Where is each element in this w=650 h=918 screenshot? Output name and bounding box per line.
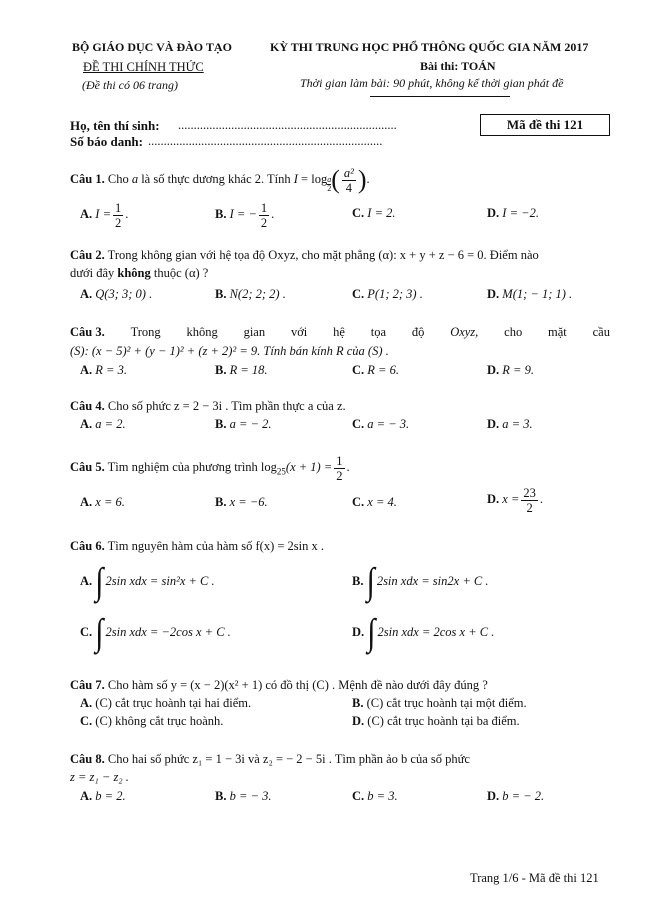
q5-option-d[interactable]: D. x = $\frac{23}{2}$ . xyxy=(487,485,544,515)
q8-option-c[interactable]: C. b = 3. xyxy=(352,789,398,803)
q3-option-b[interactable]: B. R = 18. xyxy=(215,363,268,377)
candidate-name-label: Họ, tên thí sinh: xyxy=(70,118,160,133)
question-2-stem-line1: Câu 2. Trong không gian với hệ tọa độ Oxyz, cho mặt phẳng (α): x + y + z − 6 = 0. Điểm nào xyxy=(70,248,539,262)
question-8-stem-line1: Câu 8. Cho hai số phức z₁ = 1 − 3i và z₂ = − 2 − 5i . Tìm phần ảo b của số phức xyxy=(70,752,470,766)
candidate-id-dots: ........................................................................... xyxy=(148,134,383,148)
question-8-stem-line2: z = z₁ − z₂ . xyxy=(70,770,129,784)
q8-option-a[interactable]: A. b = 2. xyxy=(80,789,126,803)
q2-option-d[interactable]: D. M(1; − 1; 1) . xyxy=(487,287,573,301)
official-label: ĐỀ THI CHÍNH THỨC xyxy=(83,60,204,74)
q5-option-b[interactable]: B. x = −6. xyxy=(215,495,268,509)
log-base: $\frac{a}{2}$ xyxy=(327,175,332,193)
q4-option-a[interactable]: A. a = 2. xyxy=(80,417,126,431)
q3-option-a[interactable]: A. R = 3. xyxy=(80,363,127,377)
q8-option-d[interactable]: D. b = − 2. xyxy=(487,789,545,803)
q5-option-c[interactable]: C. x = 4. xyxy=(352,495,397,509)
integral-icon: ∫ xyxy=(95,611,104,654)
question-4-stem: Câu 4. Cho số phức z = 2 − 3i . Tìm phần thực a của z. xyxy=(70,399,346,413)
question-1-stem: Câu 1. Cho a là số thực dương khác 2. Tính I = log $\frac{a}{2}$ ( $\frac{\text{a²}}{4}$ ). xyxy=(70,165,370,195)
q2-option-b[interactable]: B. N(2; 2; 2) . xyxy=(215,287,286,301)
q1-option-c[interactable]: C. I = 2. xyxy=(352,206,396,220)
q8-option-b[interactable]: B. b = − 3. xyxy=(215,789,272,803)
q4-option-b[interactable]: B. a = − 2. xyxy=(215,417,272,431)
q5-option-a[interactable]: A. x = 6. xyxy=(80,495,125,509)
question-3-stem-line1: Câu 3. Trong không gian với hệ tọa độ Oxyz, cho mặt cầu xyxy=(70,325,610,339)
q4-option-d[interactable]: D. a = 3. xyxy=(487,417,533,431)
question-label: Câu 1. xyxy=(70,172,105,186)
q7-option-d[interactable]: D. (C) cắt trục hoành tại ba điểm. xyxy=(352,714,520,728)
q7-option-b[interactable]: B. (C) cắt trục hoành tại một điểm. xyxy=(352,696,527,710)
exam-title: KỲ THI TRUNG HỌC PHỔ THÔNG QUỐC GIA NĂM 2017 xyxy=(270,40,589,54)
ministry-name: BỘ GIÁO DỤC VÀ ĐÀO TẠO xyxy=(72,40,232,54)
log-argument: $\frac{\text{a²}}{4}$ xyxy=(343,165,354,195)
pages-note: (Đề thi có 06 trang) xyxy=(82,78,178,92)
header-divider xyxy=(370,96,510,97)
integral-icon: ∫ xyxy=(366,560,375,603)
question-3-stem-line2: (S): (x − 5)² + (y − 1)² + (z + 2)² = 9. Tính bán kính R của (S) . xyxy=(70,344,389,358)
q1-option-d[interactable]: D. I = −2. xyxy=(487,206,539,220)
question-6-stem: Câu 6. Tìm nguyên hàm của hàm số f(x) = 2sin x . xyxy=(70,539,325,553)
integral-icon: ∫ xyxy=(95,560,104,603)
time-note: Thời gian làm bài: 90 phút, không kể thời gian phát đề xyxy=(300,76,564,90)
candidate-name-dots: ...................................................................... xyxy=(178,118,397,132)
question-2-stem-line2: dưới đây không thuộc (α) ? xyxy=(70,266,209,280)
q3-option-c[interactable]: C. R = 6. xyxy=(352,363,399,377)
candidate-id-label: Số báo danh: xyxy=(70,134,143,149)
exam-code-box: Mã đề thi 121 xyxy=(480,114,610,136)
q1-option-a[interactable]: A. I = $\frac{1}{2}$ . xyxy=(80,200,129,230)
q6-option-b[interactable]: B. ∫ 2sin xdx = sin2x + C . xyxy=(352,560,489,603)
q6-option-c[interactable]: C. ∫ 2sin xdx = −2cos x + C . xyxy=(80,611,231,654)
q7-option-c[interactable]: C. (C) không cắt trục hoành. xyxy=(80,714,224,728)
q7-option-a[interactable]: A. (C) cắt trục hoành tại hai điểm. xyxy=(80,696,252,710)
q3-option-d[interactable]: D. R = 9. xyxy=(487,363,534,377)
subject: Bài thi: TOÁN xyxy=(420,59,496,73)
q2-option-a[interactable]: A. Q(3; 3; 0) . xyxy=(80,287,153,301)
q6-option-a[interactable]: A. ∫ 2sin xdx = sin²x + C . xyxy=(80,560,215,603)
q4-option-c[interactable]: C. a = − 3. xyxy=(352,417,410,431)
q6-option-d[interactable]: D. ∫ 2sin xdx = 2cos x + C . xyxy=(352,611,495,654)
integral-icon: ∫ xyxy=(367,611,376,654)
q2-option-c[interactable]: C. P(1; 2; 3) . xyxy=(352,287,423,301)
q1-option-b[interactable]: B. I = − $\frac{1}{2}$ . xyxy=(215,200,275,230)
question-5-stem: Câu 5. Tìm nghiệm của phương trình $\log_{25}(x + 1)$ = $\frac{1}{2}$ . xyxy=(70,453,350,483)
question-7-stem: Câu 7. Cho hàm số y = (x − 2)(x² + 1) có đồ thị (C) . Mệnh đề nào dưới đây đúng ? xyxy=(70,678,488,692)
page-footer: Trang 1/6 - Mã đề thi 121 xyxy=(470,871,599,885)
